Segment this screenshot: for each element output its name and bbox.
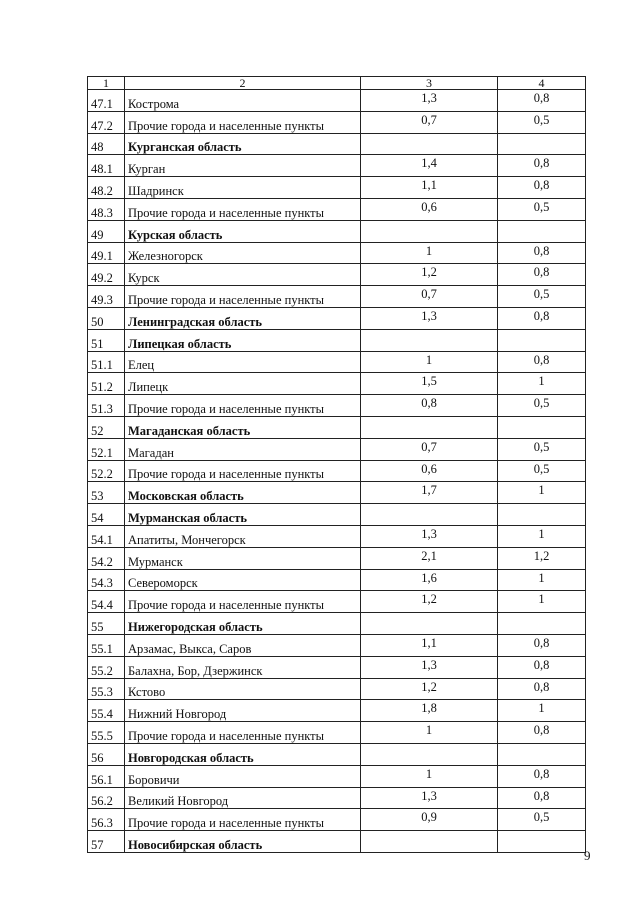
region-row [88, 743, 586, 765]
table-row [88, 569, 586, 591]
row-number-cell: 56.2 [88, 787, 125, 809]
coef-col4-cell: 0,5 [498, 460, 586, 482]
table-row [88, 525, 586, 547]
row-number-cell: 50 [88, 307, 125, 329]
row-name-cell: Прочие города и населенные пункты [125, 395, 361, 417]
coef-col4-cell [498, 416, 586, 438]
coef-col3-cell [361, 743, 498, 765]
coef-col3-cell: 1,6 [361, 569, 498, 591]
row-name-cell: Прочие города и населенные пункты [125, 809, 361, 831]
coef-col3-cell: 1,1 [361, 177, 498, 199]
coef-col3-cell: 0,7 [361, 438, 498, 460]
row-number-cell: 51 [88, 329, 125, 351]
table-row [88, 591, 586, 613]
row-number-cell: 54.4 [88, 591, 125, 613]
coef-col3-cell: 1 [361, 765, 498, 787]
row-name-cell: Магадан [125, 438, 361, 460]
table-row [88, 90, 586, 112]
row-name-cell: Липецк [125, 373, 361, 395]
coef-col3-cell: 1,2 [361, 264, 498, 286]
table-row [88, 198, 586, 220]
coef-col3-cell: 1,2 [361, 591, 498, 613]
coefficients-table [87, 76, 586, 853]
region-row [88, 504, 586, 526]
row-number-cell: 56.1 [88, 765, 125, 787]
header-cell-3: 3 [361, 77, 498, 90]
coef-col3-cell: 1,3 [361, 525, 498, 547]
table-body [88, 90, 586, 853]
row-name-cell: Железногорск [125, 242, 361, 264]
row-name-cell: Мурманская область [125, 504, 361, 526]
header-cell-1: 1 [88, 77, 125, 90]
coef-col4-cell: 1 [498, 373, 586, 395]
coef-col4-cell: 0,8 [498, 177, 586, 199]
coef-col3-cell: 0,6 [361, 460, 498, 482]
coef-col3-cell [361, 220, 498, 242]
row-name-cell: Мурманск [125, 547, 361, 569]
row-number-cell: 52 [88, 416, 125, 438]
row-name-cell: Новгородская область [125, 743, 361, 765]
coef-col3-cell: 0,7 [361, 111, 498, 133]
coef-col4-cell: 0,8 [498, 242, 586, 264]
coef-col4-cell: 0,8 [498, 264, 586, 286]
row-name-cell: Ленинградская область [125, 307, 361, 329]
row-number-cell: 49.2 [88, 264, 125, 286]
row-number-cell: 51.1 [88, 351, 125, 373]
row-name-cell: Великий Новгород [125, 787, 361, 809]
coef-col3-cell [361, 831, 498, 853]
coef-col3-cell: 1,7 [361, 482, 498, 504]
row-number-cell: 56.3 [88, 809, 125, 831]
row-name-cell: Курская область [125, 220, 361, 242]
row-number-cell: 51.3 [88, 395, 125, 417]
coef-col3-cell: 1,3 [361, 307, 498, 329]
coef-col3-cell [361, 504, 498, 526]
row-number-cell: 49 [88, 220, 125, 242]
coef-col3-cell: 1,3 [361, 656, 498, 678]
table-row [88, 678, 586, 700]
row-name-cell: Прочие города и населенные пункты [125, 286, 361, 308]
row-number-cell: 55.2 [88, 656, 125, 678]
coef-col3-cell: 1 [361, 722, 498, 744]
coef-col3-cell: 1,1 [361, 634, 498, 656]
coef-col4-cell: 1 [498, 482, 586, 504]
table-row [88, 351, 586, 373]
coef-col4-cell: 1,2 [498, 547, 586, 569]
row-name-cell: Кстово [125, 678, 361, 700]
table-row [88, 460, 586, 482]
row-name-cell: Прочие города и населенные пункты [125, 591, 361, 613]
coef-col4-cell [498, 220, 586, 242]
region-row [88, 307, 586, 329]
coef-col3-cell: 2,1 [361, 547, 498, 569]
coef-col4-cell: 0,8 [498, 634, 586, 656]
row-name-cell: Кострома [125, 90, 361, 112]
row-number-cell: 53 [88, 482, 125, 504]
coef-col3-cell [361, 329, 498, 351]
coef-col4-cell [498, 329, 586, 351]
row-number-cell: 52.2 [88, 460, 125, 482]
row-number-cell: 52.1 [88, 438, 125, 460]
row-name-cell: Елец [125, 351, 361, 373]
table-row [88, 547, 586, 569]
coef-col4-cell: 1 [498, 525, 586, 547]
coef-col4-cell: 0,5 [498, 395, 586, 417]
coef-col3-cell: 0,8 [361, 395, 498, 417]
region-row [88, 416, 586, 438]
row-name-cell: Апатиты, Мончегорск [125, 525, 361, 547]
row-number-cell: 48.1 [88, 155, 125, 177]
row-number-cell: 49.3 [88, 286, 125, 308]
row-name-cell: Балахна, Бор, Дзержинск [125, 656, 361, 678]
coef-col4-cell: 0,5 [498, 286, 586, 308]
coef-col4-cell: 0,5 [498, 809, 586, 831]
coef-col4-cell: 1 [498, 569, 586, 591]
region-row [88, 133, 586, 155]
region-row [88, 831, 586, 853]
table-row [88, 286, 586, 308]
row-name-cell: Прочие города и населенные пункты [125, 460, 361, 482]
row-number-cell: 47.1 [88, 90, 125, 112]
coef-col4-cell [498, 831, 586, 853]
row-name-cell: Новосибирская область [125, 831, 361, 853]
coef-col3-cell: 0,9 [361, 809, 498, 831]
coef-col3-cell: 1,3 [361, 787, 498, 809]
row-number-cell: 49.1 [88, 242, 125, 264]
coef-col3-cell: 0,7 [361, 286, 498, 308]
row-name-cell: Боровичи [125, 765, 361, 787]
coef-col3-cell: 1,5 [361, 373, 498, 395]
table-row [88, 700, 586, 722]
row-name-cell: Курганская область [125, 133, 361, 155]
coef-col4-cell: 1 [498, 591, 586, 613]
coef-col4-cell [498, 133, 586, 155]
coef-col3-cell: 1,8 [361, 700, 498, 722]
header-cell-2: 2 [125, 77, 361, 90]
row-name-cell: Прочие города и населенные пункты [125, 198, 361, 220]
coef-col4-cell: 0,8 [498, 351, 586, 373]
region-row [88, 220, 586, 242]
row-number-cell: 48.2 [88, 177, 125, 199]
row-name-cell: Нижний Новгород [125, 700, 361, 722]
row-number-cell: 51.2 [88, 373, 125, 395]
row-number-cell: 54.1 [88, 525, 125, 547]
row-number-cell: 54.2 [88, 547, 125, 569]
coef-col4-cell: 0,8 [498, 787, 586, 809]
coef-col4-cell: 0,8 [498, 678, 586, 700]
row-name-cell: Курган [125, 155, 361, 177]
coef-col3-cell [361, 613, 498, 635]
table-row [88, 438, 586, 460]
page-number: 9 [584, 848, 591, 863]
row-number-cell: 55.4 [88, 700, 125, 722]
region-row [88, 613, 586, 635]
row-number-cell: 48 [88, 133, 125, 155]
row-name-cell: Североморск [125, 569, 361, 591]
header-cell-4: 4 [498, 77, 586, 90]
table-row [88, 111, 586, 133]
row-name-cell: Прочие города и населенные пункты [125, 111, 361, 133]
table-row [88, 722, 586, 744]
coef-col4-cell: 0,5 [498, 198, 586, 220]
table-row [88, 395, 586, 417]
row-name-cell: Магаданская область [125, 416, 361, 438]
row-number-cell: 54 [88, 504, 125, 526]
row-number-cell: 55.1 [88, 634, 125, 656]
row-name-cell: Шадринск [125, 177, 361, 199]
table-row [88, 787, 586, 809]
table-row [88, 155, 586, 177]
row-name-cell: Прочие города и населенные пункты [125, 722, 361, 744]
row-number-cell: 57 [88, 831, 125, 853]
table-header-row [88, 77, 586, 90]
coef-col4-cell [498, 504, 586, 526]
coef-col4-cell: 0,8 [498, 307, 586, 329]
row-name-cell: Нижегородская область [125, 613, 361, 635]
coef-col3-cell: 1,2 [361, 678, 498, 700]
coef-col4-cell: 0,8 [498, 722, 586, 744]
row-number-cell: 55 [88, 613, 125, 635]
table-row [88, 373, 586, 395]
table-row [88, 765, 586, 787]
coef-col3-cell [361, 133, 498, 155]
coef-col3-cell: 1 [361, 351, 498, 373]
coef-col4-cell: 1 [498, 700, 586, 722]
row-number-cell: 54.3 [88, 569, 125, 591]
row-name-cell: Арзамас, Выкса, Саров [125, 634, 361, 656]
coef-col3-cell [361, 416, 498, 438]
table-row [88, 177, 586, 199]
table-row [88, 242, 586, 264]
coef-col4-cell: 0,8 [498, 155, 586, 177]
row-number-cell: 48.3 [88, 198, 125, 220]
coef-col4-cell: 0,8 [498, 765, 586, 787]
table-row [88, 264, 586, 286]
coef-col3-cell: 0,6 [361, 198, 498, 220]
coef-col4-cell [498, 613, 586, 635]
row-number-cell: 47.2 [88, 111, 125, 133]
region-row [88, 329, 586, 351]
coef-col3-cell: 1,4 [361, 155, 498, 177]
row-name-cell: Курск [125, 264, 361, 286]
table-row [88, 634, 586, 656]
coef-col3-cell: 1 [361, 242, 498, 264]
row-name-cell: Липецкая область [125, 329, 361, 351]
row-number-cell: 56 [88, 743, 125, 765]
region-row [88, 482, 586, 504]
table-row [88, 809, 586, 831]
coef-col3-cell: 1,3 [361, 90, 498, 112]
coef-col4-cell: 0,5 [498, 111, 586, 133]
coef-col4-cell: 0,8 [498, 656, 586, 678]
table-row [88, 656, 586, 678]
coef-col4-cell: 0,8 [498, 90, 586, 112]
coef-col4-cell [498, 743, 586, 765]
coef-col4-cell: 0,5 [498, 438, 586, 460]
row-name-cell: Московская область [125, 482, 361, 504]
row-number-cell: 55.5 [88, 722, 125, 744]
row-number-cell: 55.3 [88, 678, 125, 700]
